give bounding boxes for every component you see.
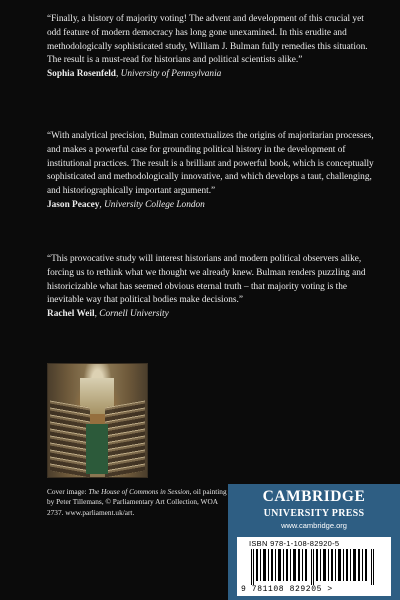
endorsement-attribution: Jason Peacey, University College London: [47, 199, 205, 210]
credit-painting-title: The House of Commons in Session: [88, 487, 190, 496]
painting-crowd-left: [50, 400, 90, 477]
endorser-name: Jason Peacey: [47, 199, 100, 210]
publisher-name: CAMBRIDGE: [262, 488, 366, 505]
credit-prefix: Cover image:: [47, 487, 89, 496]
endorsement-text: “With analytical precision, Bulman contextualizes the origins of majoritarian processes, and makes a powerful case for grounding political history in the development of institutional practices. The result is a brilliant and powerful book, which is conceptually sophisticated and methodologically innovative, and which develops a taut, challenging, and historiographically important argument.”: [47, 131, 374, 196]
credit-details: , oil painting by Peter Tillemans, © Parliamentary Art Collection, WOA 2737. www.parliament.uk/art.: [47, 487, 227, 517]
endorsement-attribution: Sophia Rosenfeld, University of Pennsylvania: [47, 69, 222, 79]
barcode-addon: >: [327, 585, 333, 594]
endorsement-rosenfeld: [47, 13, 377, 82]
endorser-name: Rachel Weil: [47, 309, 95, 319]
cover-painting-image: [47, 363, 148, 478]
endorsement-text: “This provocative study will interest historians and modern political observers alike, forcing us to rethink what we thought we already knew. Bulman renders puzzling and historicizable what has seemed obvious eternal truth – that majority voting is the inevitable way that political bodies make decisions.”: [47, 254, 366, 306]
isbn-text: ISBN 978-1-108-82920-5: [249, 539, 340, 548]
endorsement-text: “Finally, a history of majority voting! The advent and development of this crucial yet odd feature of modern democracy has long gone unexamined. In this erudite and methodologically sophisticated study, William J. Bulman fully remedies this situation. The result is a must-read for historians and political scientists alike.”: [47, 14, 368, 66]
barcode-digits: [241, 585, 389, 594]
barcode-icon: [249, 549, 379, 585]
endorsement-peacey: [47, 130, 377, 213]
publisher-press: UNIVERSITY PRESS: [263, 508, 365, 519]
barcode-number: 9 781108 829205: [241, 585, 323, 594]
painting-crowd-right: [105, 400, 145, 477]
endorsement-attribution: Rachel Weil, Cornell University: [47, 309, 169, 319]
cover-image-credit: [47, 487, 227, 518]
barcode-panel: [237, 537, 391, 596]
endorser-name: Sophia Rosenfeld: [47, 69, 116, 79]
endorsement-weil: [47, 253, 377, 322]
endorser-affiliation: University College London: [104, 199, 205, 210]
endorser-affiliation: Cornell University: [99, 309, 169, 319]
publisher-url: www.cambridge.org: [281, 521, 347, 530]
endorser-affiliation: University of Pennsylvania: [120, 69, 222, 79]
painting-floor: [86, 424, 108, 474]
